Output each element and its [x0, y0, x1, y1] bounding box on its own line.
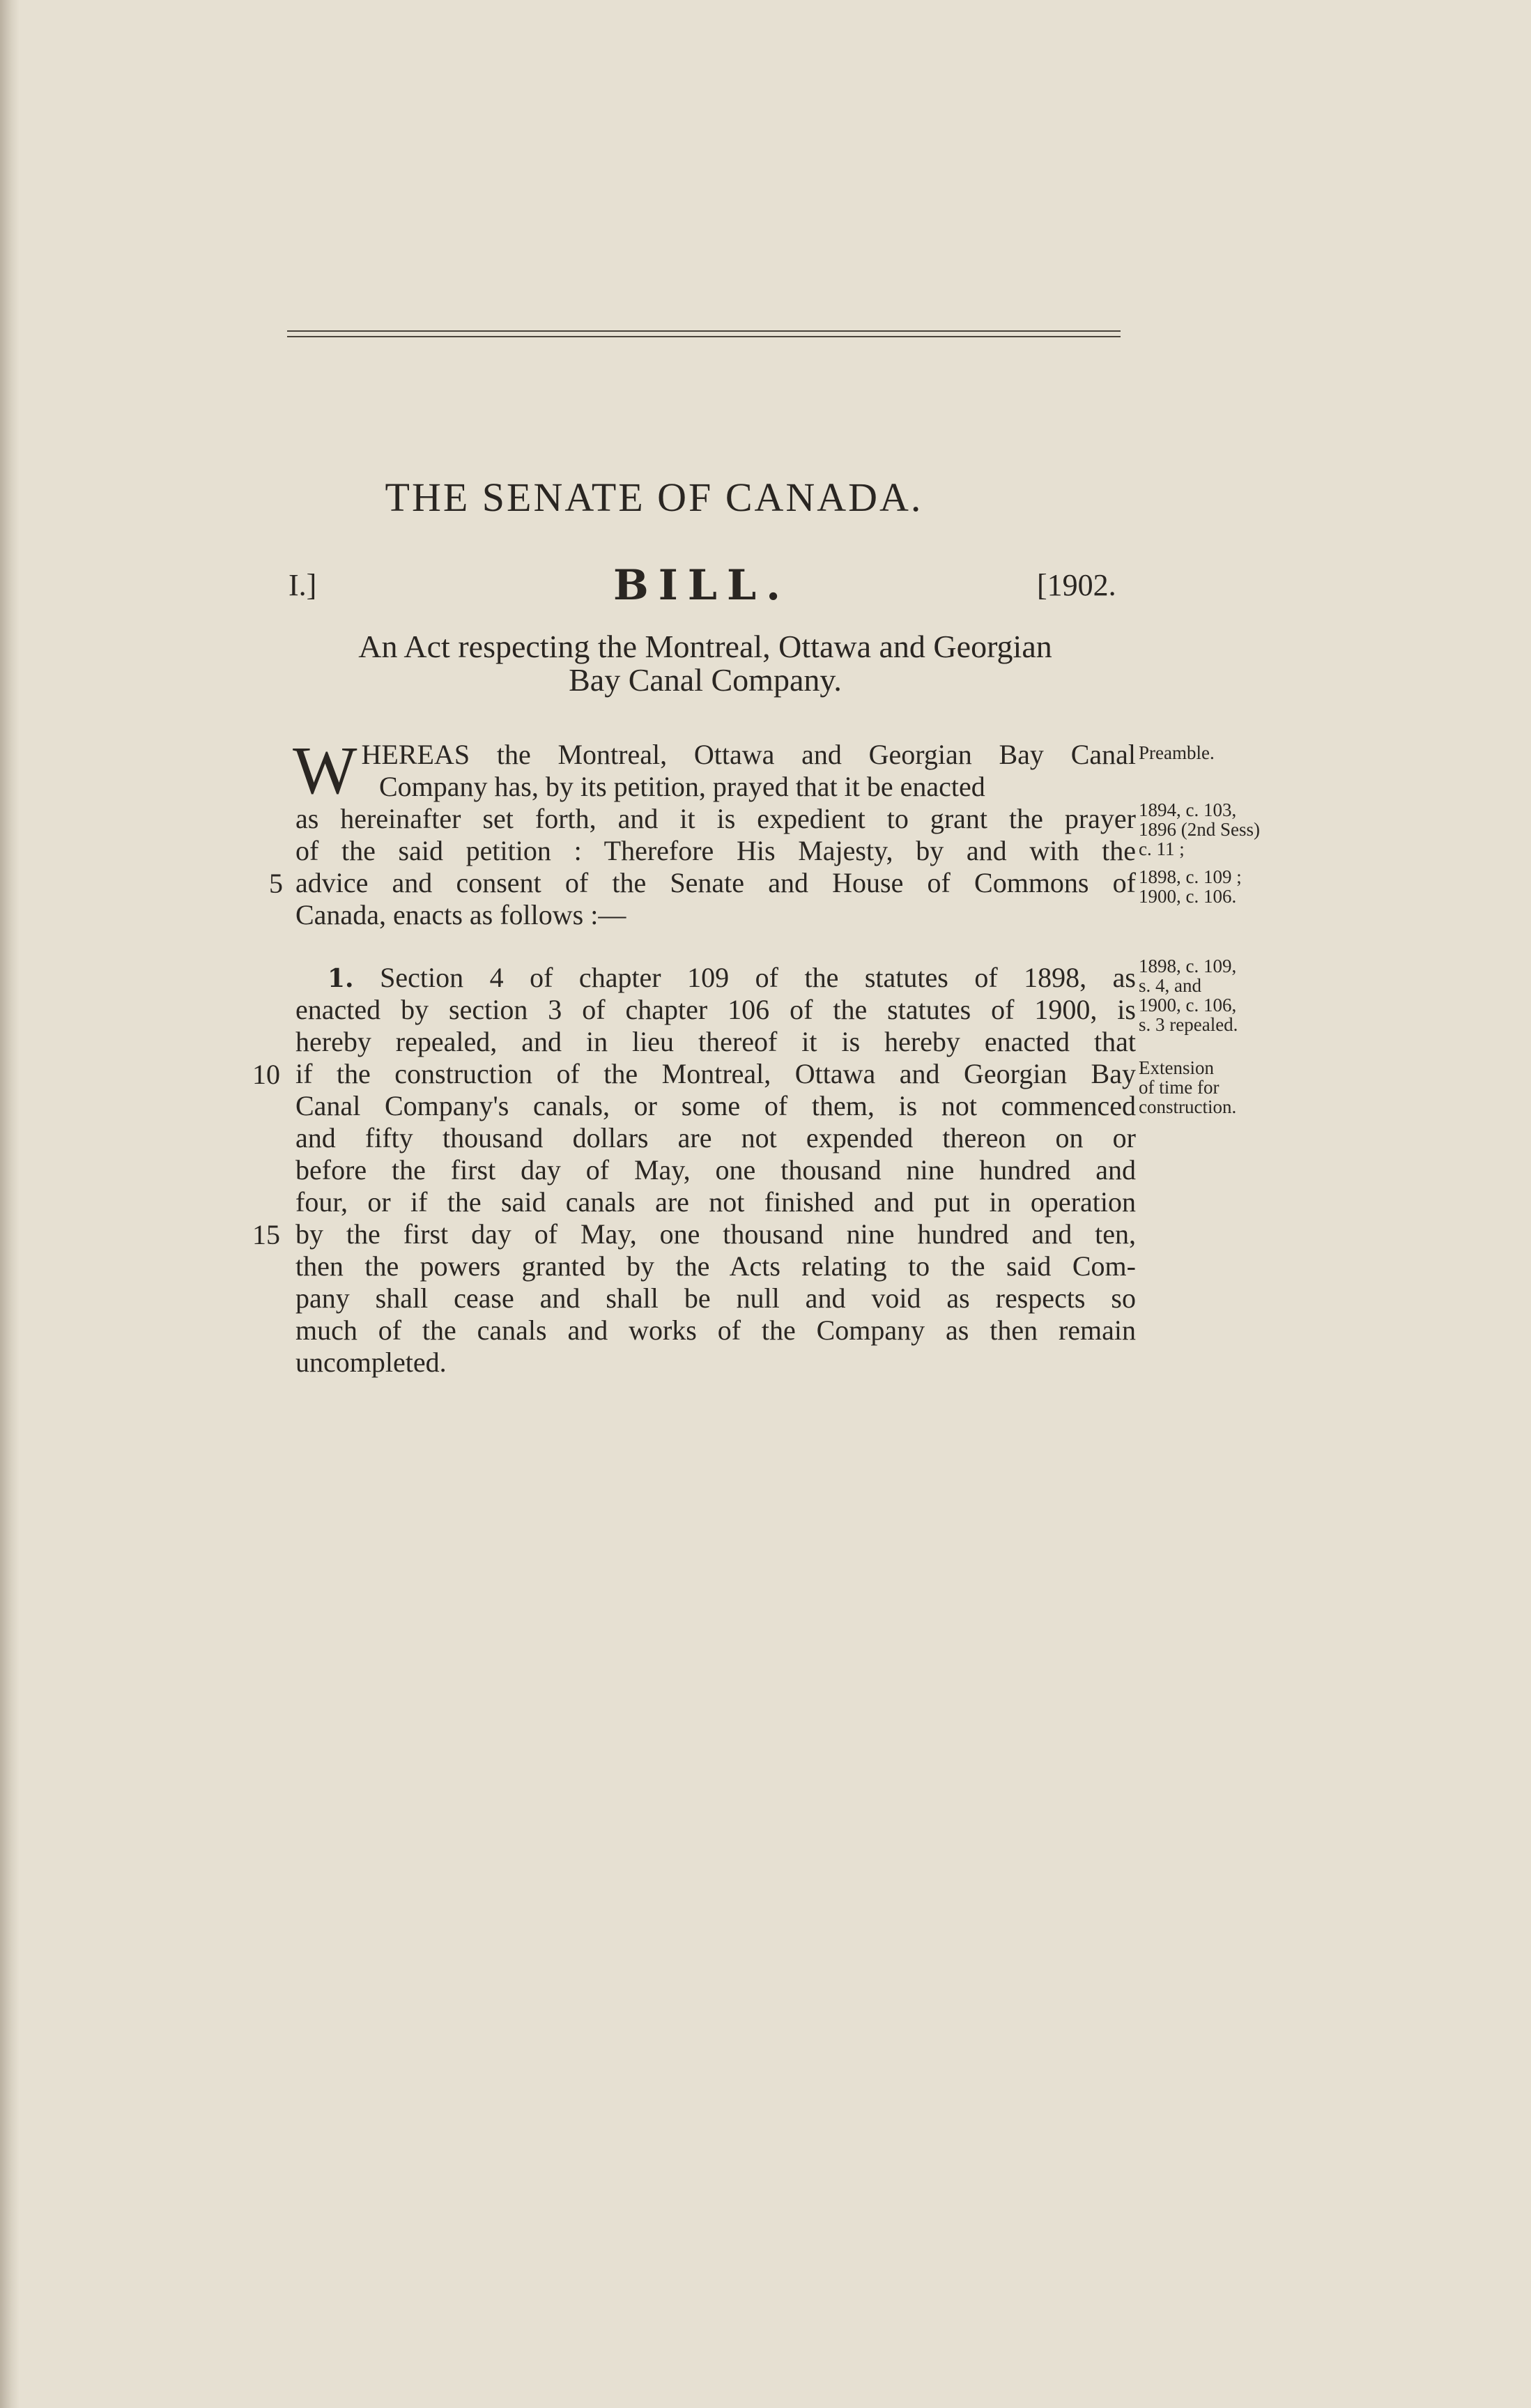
bill-number: I.] [288, 568, 317, 602]
preamble-line: HEREAS the Montreal, Ottawa and Georgian Bay Canal [361, 739, 1136, 770]
margin-note-line: construction. [1139, 1096, 1237, 1117]
bill-year: [1902. [1037, 568, 1116, 602]
senate-heading-text: THE SENATE OF CANADA. [385, 475, 923, 520]
section-line: if the construction of the Montreal, Ottawa and Georgian Bay [295, 1058, 1136, 1089]
preamble-line: advice and consent of the Senate and House of Commons of [295, 867, 1136, 898]
section-line: enacted by section 3 of chapter 106 of the statutes of 1900, is [295, 994, 1136, 1025]
margin-note-line: 1898, c. 109, [1139, 956, 1237, 976]
bill-label: BILL. [613, 561, 791, 610]
margin-note-line: 1898, c. 109 ; [1139, 866, 1242, 887]
page-edge [0, 0, 20, 2408]
margin-note-line: Extension [1139, 1057, 1214, 1078]
preamble-line: of the said petition : Therefore His Majesty, by and with the [295, 835, 1136, 866]
section-line-text: Section 4 of chapter 109 of the statutes of 1898, as [380, 962, 1136, 993]
section-line: four, or if the said canals are not finished and put in operation [295, 1186, 1136, 1218]
margin-note-line: of time for [1139, 1077, 1220, 1098]
act-title [279, 630, 1132, 697]
line-number-15: 15 [252, 1219, 280, 1250]
section-line: much of the canals and works of the Company as then remain [295, 1314, 1136, 1346]
line-number-10: 10 [252, 1059, 280, 1090]
margin-note-line: s. 4, and [1139, 975, 1201, 996]
margin-note-line: 1900, c. 106, [1139, 995, 1237, 1015]
preamble [293, 733, 1136, 931]
section-line: then the powers granted by the Acts relating to the said Com- [295, 1250, 1136, 1282]
section-line: hereby repealed, and in lieu thereof it is hereby enacted that [295, 1026, 1136, 1057]
preamble-line: Canada, enacts as follows :— [295, 899, 626, 930]
senate-heading [0, 474, 1531, 521]
act-title-line-2: Bay Canal Company. [569, 662, 842, 698]
preamble-dropcap: W [293, 733, 357, 808]
section-line: before the first day of May, one thousand nine hundred and [295, 1154, 1136, 1186]
margin-note-line: 1900, c. 106. [1139, 886, 1237, 907]
section-line: and fifty thousand dollars are not expended thereon on or [295, 1122, 1136, 1153]
margin-note-line: c. 11 ; [1139, 838, 1185, 859]
top-double-rule [287, 330, 1121, 340]
section-line: Canal Company's canals, or some of them, is not commenced [295, 1090, 1136, 1121]
section-line: by the first day of May, one thousand nine hundred and ten, [295, 1218, 1136, 1250]
section-line: pany shall cease and shall be null and void as respects so [295, 1282, 1136, 1314]
preamble-line: as hereinafter set forth, and it is expedient to grant the prayer [295, 803, 1136, 834]
margin-note-extension [1139, 1058, 1292, 1117]
preamble-line: Company has, by its petition, prayed that it be enacted [379, 771, 985, 802]
margin-note-acts [1139, 800, 1292, 906]
section-line: uncompleted. [295, 1347, 447, 1378]
margin-note-line: 1894, c. 103, [1139, 799, 1237, 820]
section-number: 1. [328, 964, 354, 993]
act-title-line-1: An Act respecting the Montreal, Ottawa and Georgian [358, 629, 1052, 664]
line-number-5: 5 [269, 868, 283, 899]
margin-note-line: 1896 (2nd Sess) [1139, 819, 1260, 840]
section-line [295, 962, 1136, 994]
margin-note-preamble: Preamble. [1139, 742, 1215, 763]
margin-note-line: s. 3 repealed. [1139, 1014, 1238, 1035]
margin-note-repeal [1139, 956, 1292, 1034]
section-1 [295, 962, 1136, 1379]
